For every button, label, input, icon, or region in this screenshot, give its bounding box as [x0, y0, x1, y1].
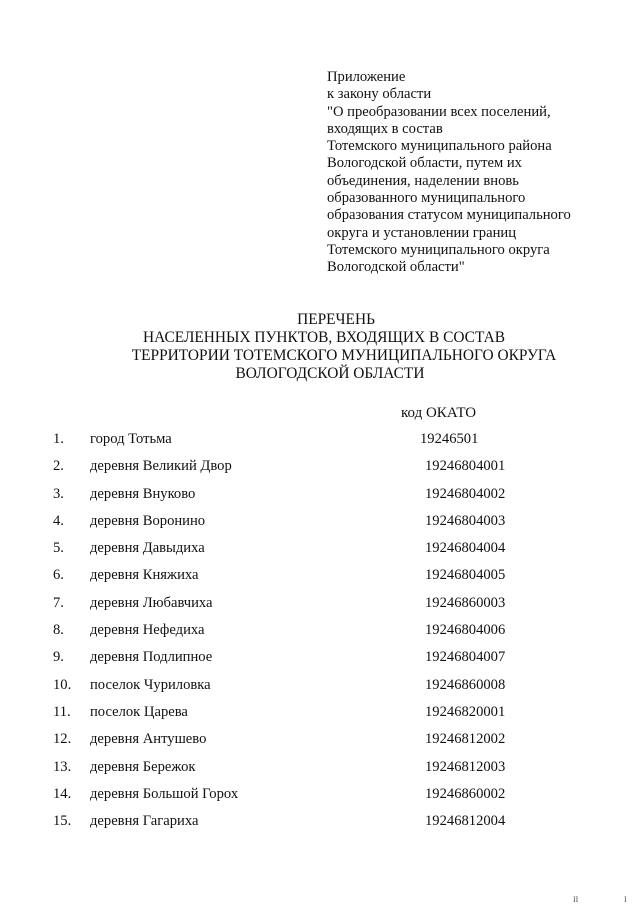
annex-line: округа и установлении границ [327, 224, 516, 241]
annex-line: образованного муниципального [327, 190, 526, 207]
annex-line: образования статусом муниципального [327, 207, 571, 224]
scan-mark-right: I [624, 895, 627, 904]
annex-line: Тотемского муниципального округа [327, 241, 550, 258]
item-okato-code: 19246812003 [425, 758, 506, 775]
item-okato-code: 19246804006 [425, 622, 506, 639]
annex-line: Вологодской области, путем их [327, 155, 522, 172]
item-okato-code: 19246860008 [425, 676, 506, 693]
item-number: 4. [53, 512, 64, 529]
item-okato-code: 19246804007 [425, 649, 506, 666]
item-okato-code: 19246860002 [425, 785, 506, 802]
list-item [0, 431, 640, 458]
item-okato-code: 19246804004 [425, 540, 506, 557]
list-item [0, 567, 640, 594]
item-name: поселок Царева [90, 703, 188, 720]
scan-mark-left: II [573, 895, 579, 904]
annex-line: объединения, наделении вновь [327, 172, 519, 189]
item-name: деревня Бережок [90, 758, 196, 775]
item-number: 14. [53, 785, 72, 802]
list-item [0, 759, 640, 786]
item-number: 5. [53, 540, 64, 557]
item-name: деревня Гагариха [90, 813, 199, 830]
list-item [0, 513, 640, 540]
item-okato-code: 19246812004 [425, 813, 506, 830]
annex-block [327, 69, 627, 277]
list-item [0, 458, 640, 485]
item-number: 9. [53, 649, 64, 666]
item-name: поселок Чуриловка [90, 676, 211, 693]
list-item [0, 786, 640, 813]
item-number: 13. [53, 758, 72, 775]
item-number: 1. [53, 431, 64, 447]
item-okato-code: 19246804002 [425, 485, 506, 502]
list-item [0, 622, 640, 649]
item-number: 8. [53, 622, 64, 639]
list-item [0, 731, 640, 758]
item-name: деревня Внуково [90, 485, 196, 502]
item-number: 6. [53, 567, 64, 584]
item-name: город Тотьма [90, 431, 172, 447]
item-number: 7. [53, 594, 64, 611]
item-name: деревня Любавчиха [90, 594, 213, 611]
item-number: 15. [53, 813, 72, 830]
settlement-list [0, 431, 640, 840]
item-name: деревня Нефедиха [90, 622, 205, 639]
list-item [0, 704, 640, 731]
list-item [0, 486, 640, 513]
list-item [0, 595, 640, 622]
item-okato-code: 19246820001 [425, 703, 506, 720]
item-okato-code: 19246804005 [425, 567, 506, 584]
item-name: деревня Большой Горох [90, 785, 239, 802]
annex-line: "О преобразовании всех поселений, [327, 103, 551, 120]
list-item [0, 813, 640, 840]
annex-line: Вологодской области" [327, 259, 465, 276]
annex-line: Тотемского муниципального района [327, 138, 552, 155]
annex-line: к закону области [327, 86, 432, 103]
title-line: ВОЛОГОДСКОЙ ОБЛАСТИ [235, 365, 425, 382]
item-number: 12. [53, 731, 72, 748]
annex-line: Приложение [327, 69, 406, 85]
item-okato-code: 19246812002 [425, 731, 506, 748]
item-number: 11. [53, 703, 71, 720]
list-item [0, 540, 640, 567]
item-okato-code: 19246501 [420, 431, 479, 447]
title-line: НАСЕЛЕННЫХ ПУНКТОВ, ВХОДЯЩИХ В СОСТАВ [143, 329, 505, 346]
item-number: 2. [53, 458, 64, 475]
item-name: деревня Великий Двор [90, 458, 232, 475]
document-title [0, 311, 640, 383]
annex-line: входящих в состав [327, 120, 443, 137]
item-name: деревня Княжиха [90, 567, 199, 584]
item-okato-code: 19246804003 [425, 512, 506, 529]
item-number: 3. [53, 485, 64, 502]
title-line: ТЕРРИТОРИИ ТОТЕМСКОГО МУНИЦИПАЛЬНОГО ОКРУГА [131, 347, 557, 364]
item-number: 10. [53, 676, 72, 693]
item-name: деревня Воронино [90, 512, 206, 529]
list-item [0, 649, 640, 676]
item-name: деревня Подлипное [90, 649, 213, 666]
okato-column-header: код ОКАТО [401, 405, 477, 421]
item-name: деревня Давыдиха [90, 540, 205, 557]
item-okato-code: 19246860003 [425, 594, 506, 611]
title-line: ПЕРЕЧЕНЬ [297, 311, 375, 328]
item-name: деревня Антушево [90, 731, 207, 748]
item-okato-code: 19246804001 [425, 458, 506, 475]
list-item [0, 677, 640, 704]
